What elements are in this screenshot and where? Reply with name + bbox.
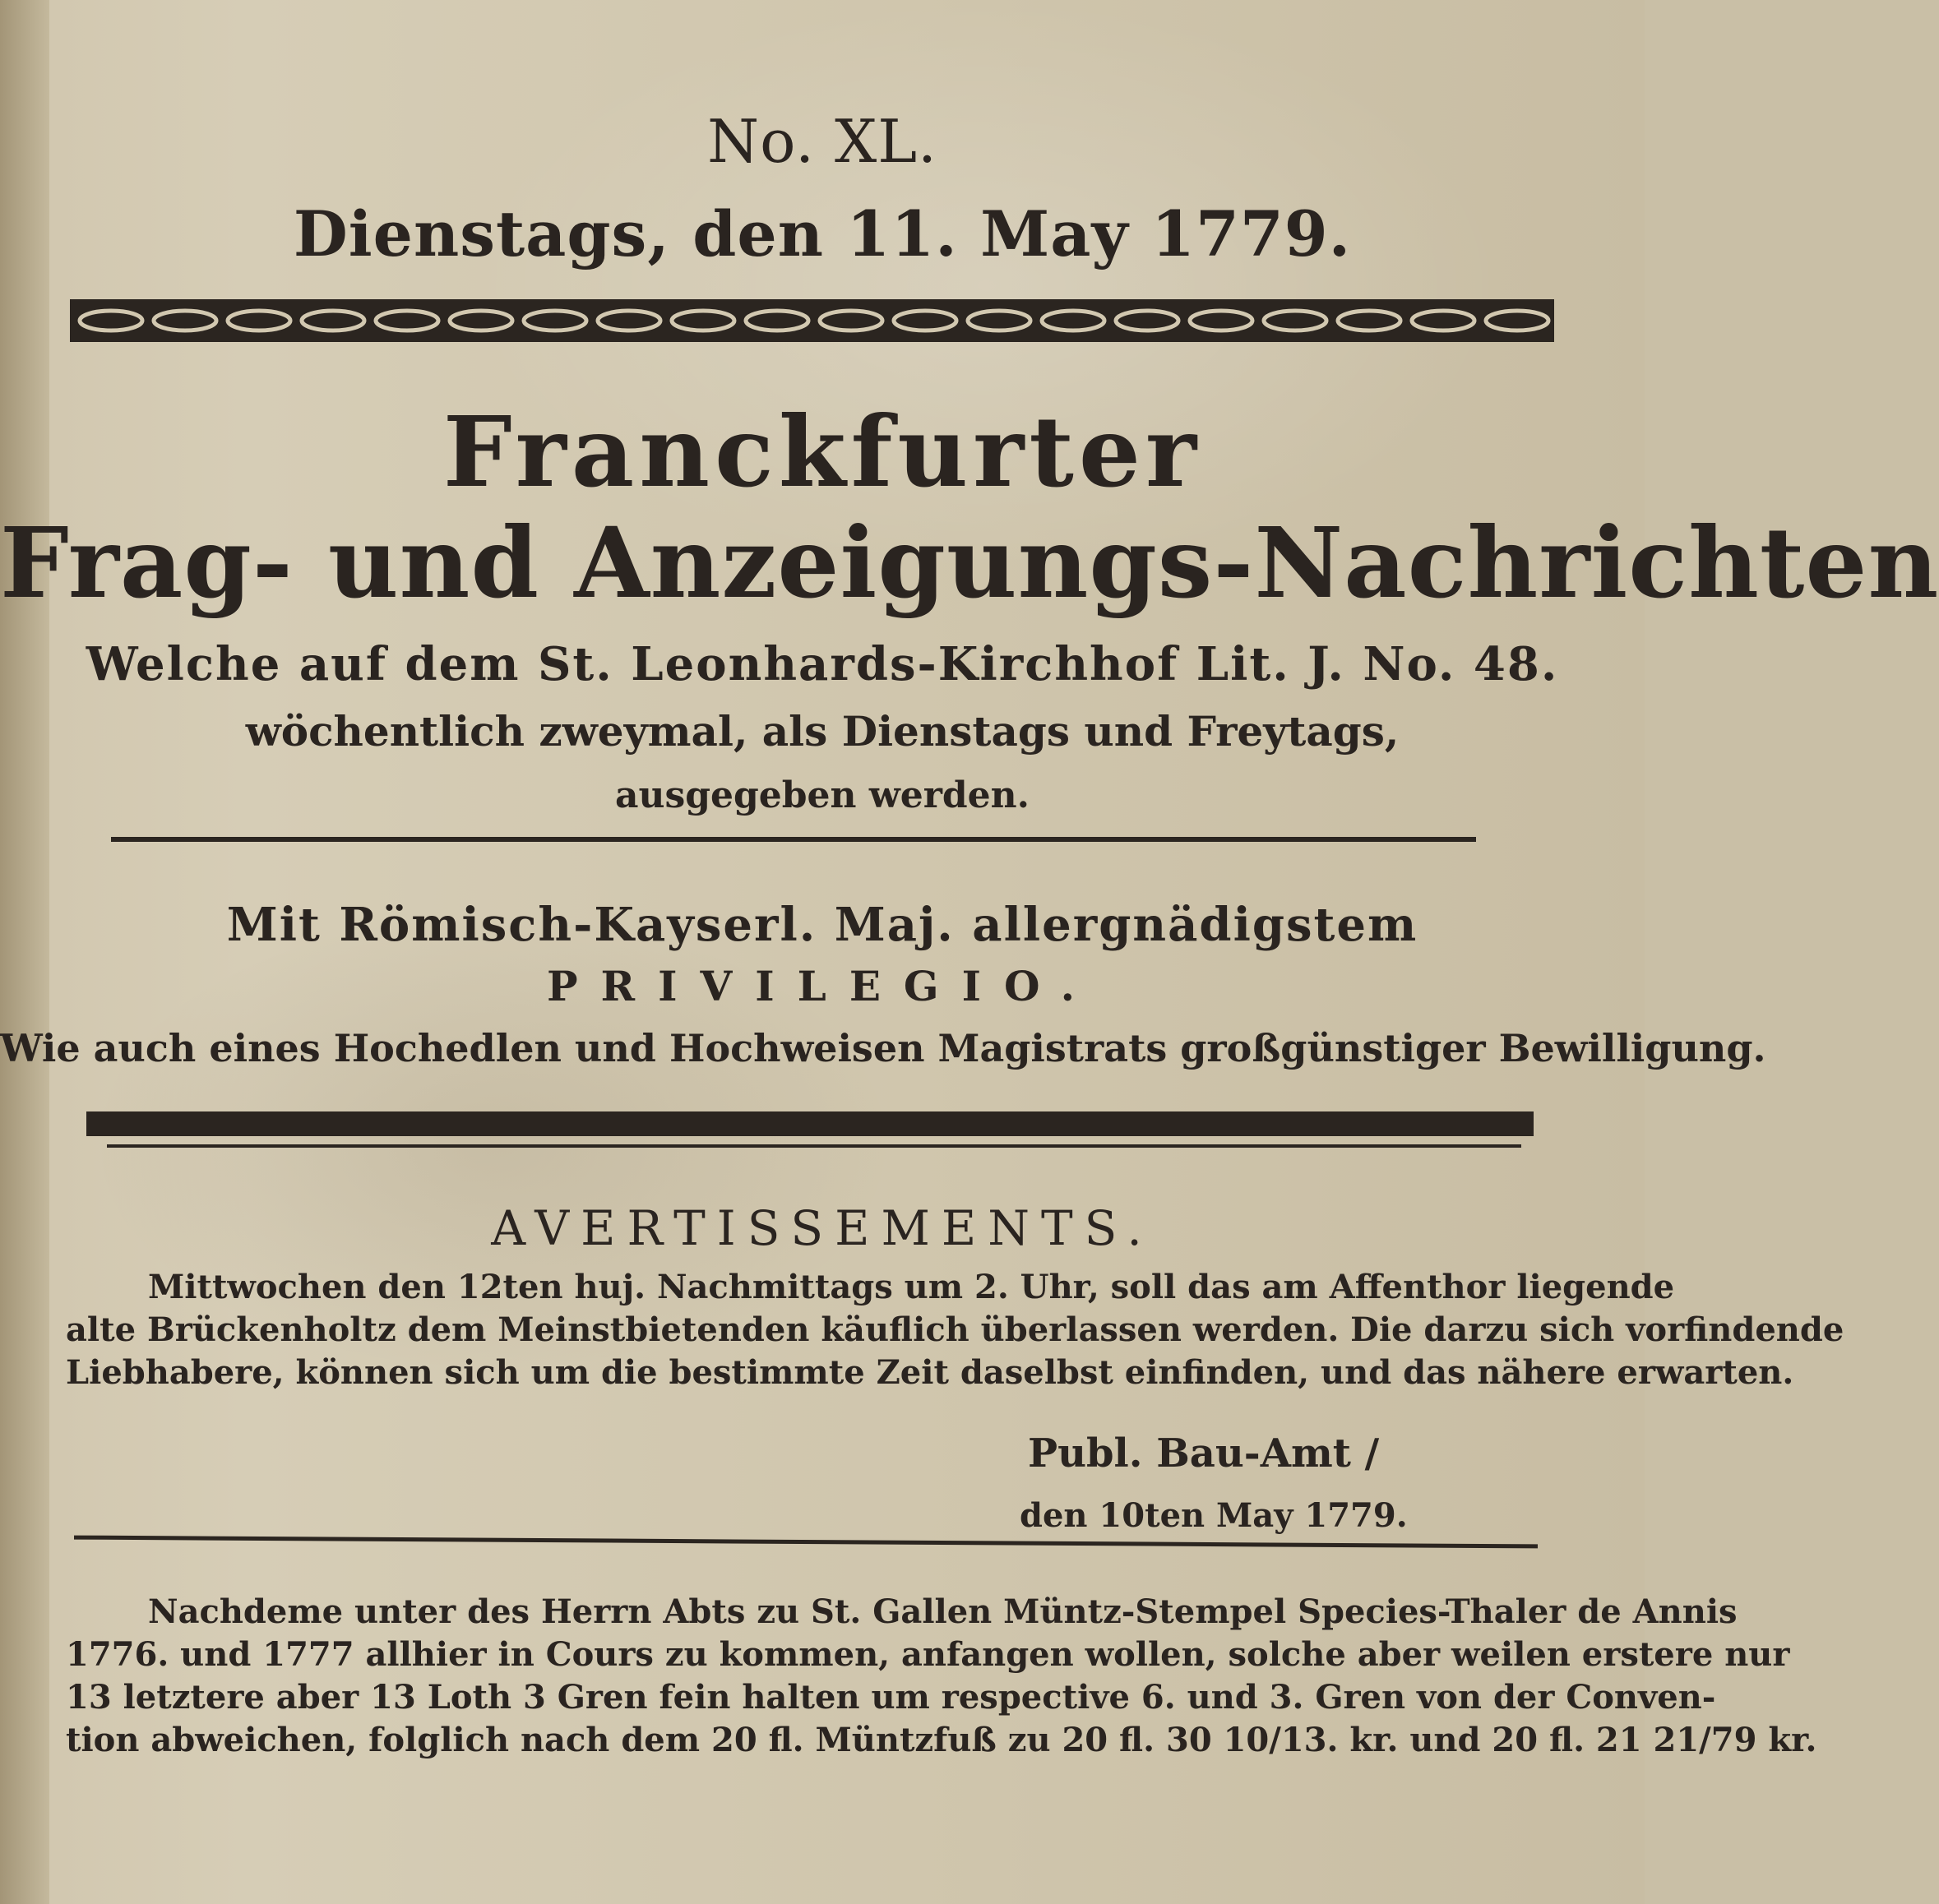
privilege-line3: Wie auch eines Hochedlen und Hochweisen Magistrats großgünstiger Bewilligung. [0, 1026, 1766, 1070]
masthead-title-line1: Franckfurter [442, 395, 1202, 509]
divider-rule [74, 1536, 1538, 1549]
notice-line: Mittwochen den 12ten huj. Nachmittags um 2. Uhr, soll das am Affenthor liegende [148, 1268, 1675, 1306]
notice-paragraph [66, 1591, 1817, 1762]
masthead-subtitle-line1: Welche auf dem St. Leonhards-Kirchhof Lit. J. No. 48. [86, 637, 1559, 691]
masthead-subtitle-line3: ausgegeben werden. [615, 774, 1030, 816]
notice-line: alte Brückenholtz dem Meinstbietenden käuflich überlassen werden. Die darzu sich vorfindende [66, 1310, 1844, 1349]
ornamental-border [70, 298, 1554, 344]
masthead-subtitle-line2: wöchentlich zweymal, als Dienstags und Freytags, [245, 707, 1400, 756]
binding-edge [0, 0, 49, 1904]
notice-line: 1776. und 1777 allhier in Cours zu kommen, anfangen wollen, solche aber weilen erstere nur [66, 1635, 1790, 1674]
divider-rule [111, 837, 1476, 842]
issue-date: Dienstags, den 11. May 1779. [293, 197, 1352, 270]
notice-line: tion abweichen, folglich nach dem 20 fl. Müntzfuß zu 20 fl. 30 10/13. kr. und 20 fl. 21 21/79 kr. [66, 1721, 1817, 1759]
notice-signature: Publ. Bau-Amt / [1028, 1430, 1380, 1477]
thin-divider-rule [107, 1144, 1521, 1148]
notice-line: Nachdeme unter des Herrn Abts zu St. Gallen Müntz-Stempel Species-Thaler de Annis [148, 1592, 1738, 1631]
issue-number: No. XL. [707, 107, 937, 176]
notice-line: Liebhabere, können sich um die bestimmte Zeit daselbst einfinden, und das nähere erwarten. [66, 1353, 1794, 1392]
notice-line: 13 letztere aber 13 Loth 3 Gren fein halten um respective 6. und 3. Gren von der Conven- [66, 1678, 1716, 1717]
notice-paragraph [66, 1266, 1844, 1394]
section-heading: AVERTISSEMENTS. [491, 1200, 1154, 1256]
masthead-title-line2: Frag- und Anzeigungs-Nachrichten [0, 506, 1939, 620]
thick-divider-rule [86, 1111, 1534, 1136]
privilege-line1: Mit Römisch-Kayserl. Maj. allergnädigstem [226, 898, 1418, 952]
notice-date: den 10ten May 1779. [1020, 1496, 1408, 1535]
privilege-heading: PRIVILEGIO. [546, 962, 1099, 1010]
